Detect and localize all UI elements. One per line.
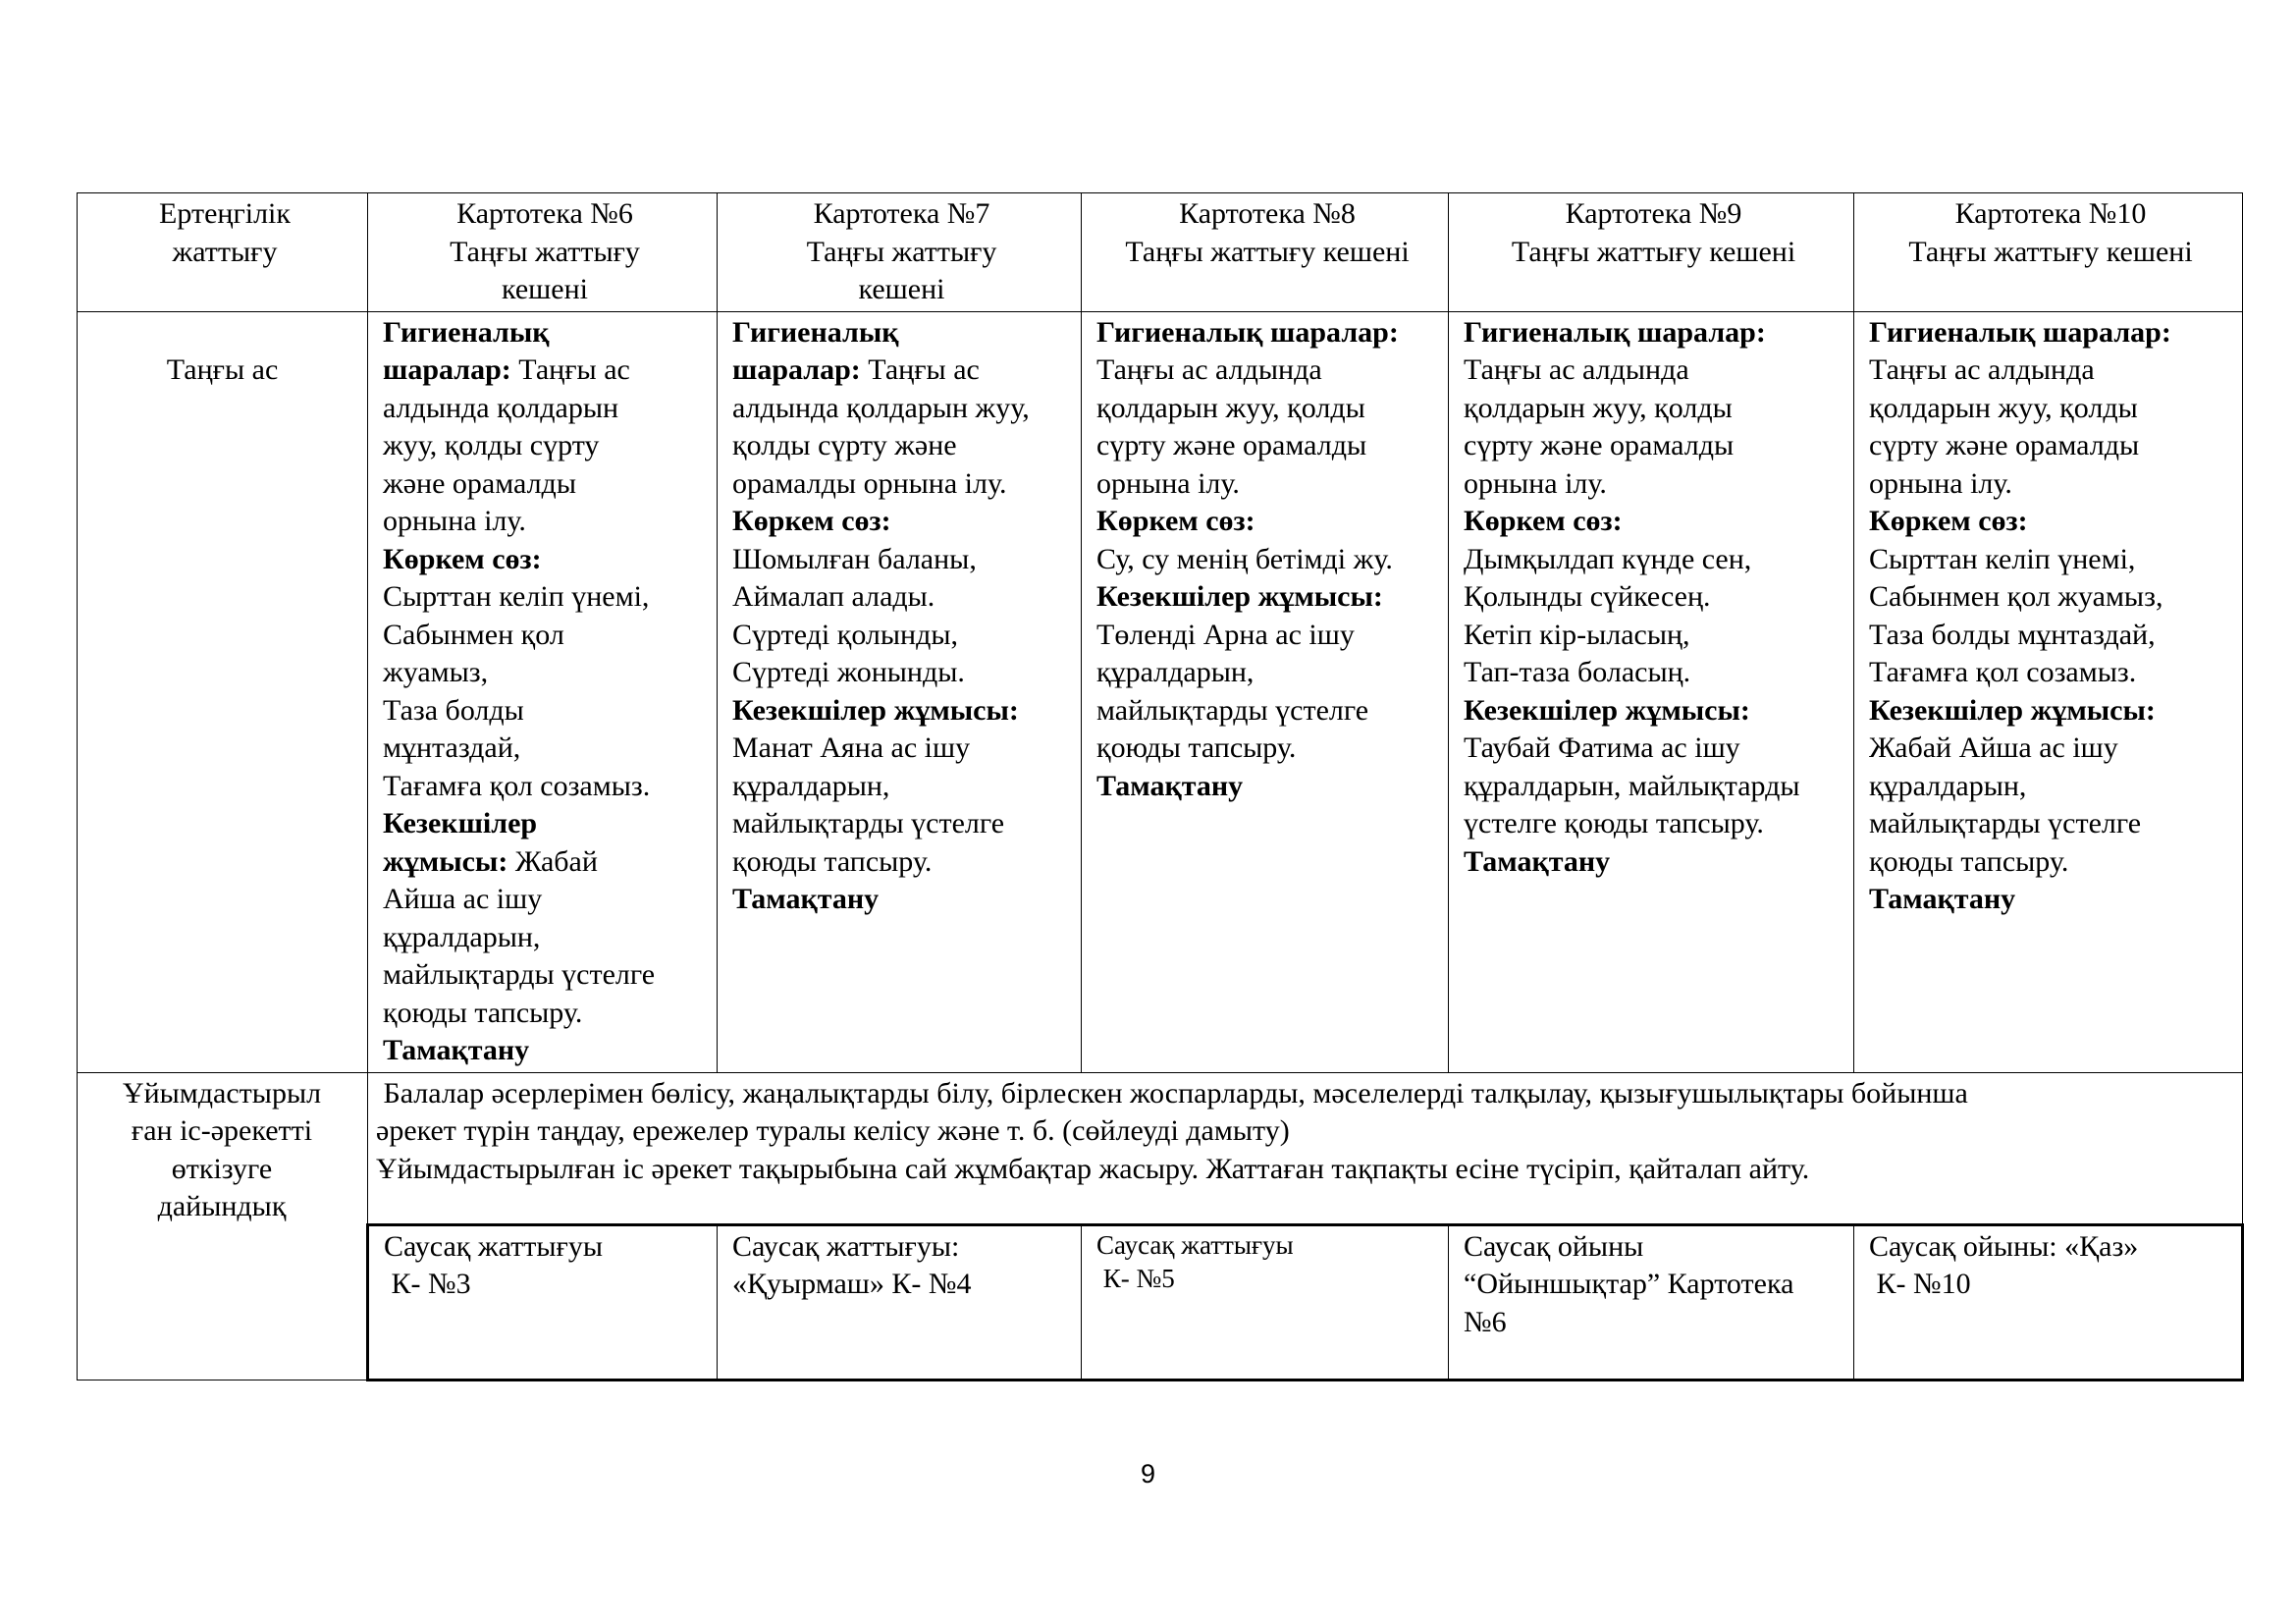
cell-line xyxy=(383,654,707,692)
cell-line xyxy=(732,465,1071,504)
cell-line xyxy=(383,541,707,579)
cell-line xyxy=(383,617,707,655)
finger-game-cell: Саусақ ойыны: «Қаз» К- №10 xyxy=(1854,1224,2243,1380)
bold-heading: Көркем сөз: xyxy=(383,542,542,575)
line-text: қоюды тапсыру. xyxy=(732,844,933,878)
line-text: Сүртеді қолынды, xyxy=(732,618,959,651)
daily-plan-table xyxy=(77,192,2244,1381)
cell-line xyxy=(1869,352,2232,390)
cell-line xyxy=(383,427,707,465)
cell-line xyxy=(732,352,1071,390)
bold-heading: Тамақтану xyxy=(1096,769,1244,802)
line-text: Тағамға қол созамыз. xyxy=(383,769,651,802)
line-text: Таубай Фатима ас ішу xyxy=(1464,731,1740,764)
line-text: жуу, қолды сүрту xyxy=(383,429,600,461)
cell-line xyxy=(1869,617,2232,655)
cell-line xyxy=(383,919,707,957)
line-text: Сырттан келіп үнемі, xyxy=(383,580,650,613)
line-text: Төленді Арна ас ішу xyxy=(1096,618,1355,651)
cell-line xyxy=(1096,503,1438,541)
cell-line xyxy=(732,654,1071,692)
cell-line xyxy=(383,956,707,995)
cell-line xyxy=(1869,843,2232,882)
cell-line xyxy=(1869,465,2232,504)
breakfast-label: Таңғы ас xyxy=(78,311,368,1072)
line-text: Жабай Айша ас ішу xyxy=(1869,731,2118,764)
line-text: Сабынмен қол xyxy=(383,618,564,651)
cell-line xyxy=(1464,692,1843,731)
bold-heading: Кезекшілер жұмысы: xyxy=(1464,693,1750,727)
cell-line xyxy=(1464,427,1843,465)
cell-line xyxy=(1869,503,2232,541)
cell-line xyxy=(1096,427,1438,465)
breakfast-cell xyxy=(718,311,1082,1072)
cell-line xyxy=(732,314,1071,352)
cell-line xyxy=(1464,578,1843,617)
cell-line xyxy=(383,578,707,617)
breakfast-cell xyxy=(1854,311,2243,1072)
header-morning-exercise: Ертеңгілік жаттығу xyxy=(78,193,368,312)
cell-line xyxy=(1096,654,1438,692)
cell-line xyxy=(732,692,1071,731)
line-text: Қолынды сүйкесең. xyxy=(1464,580,1711,613)
cell-line xyxy=(1869,692,2232,731)
cell-line xyxy=(1869,805,2232,843)
cell-line xyxy=(1464,730,1843,768)
cell-line xyxy=(1096,768,1438,806)
cell-line xyxy=(1096,730,1438,768)
line-text: мұнтаздай, xyxy=(383,731,521,764)
bold-heading: Тамақтану xyxy=(1869,883,2016,915)
cell-line xyxy=(383,1032,707,1070)
cell-line xyxy=(383,805,707,843)
bold-heading: Кезекшілер жұмысы: xyxy=(732,693,1019,727)
line-text: Айша ас ішу xyxy=(383,883,543,915)
line-text: Таңғы ас xyxy=(860,353,980,386)
line-text: Кетіп кір-ыласың, xyxy=(1464,618,1690,651)
line-text: Шомылған баланы, xyxy=(732,542,977,575)
cell-line xyxy=(1869,314,2232,352)
cell-line xyxy=(732,843,1071,882)
cell-line xyxy=(732,578,1071,617)
header-card-7: Картотека №7 Таңғы жаттығу кешені xyxy=(718,193,1082,312)
line-text: Таңғы ас xyxy=(510,353,630,386)
cell-line xyxy=(1096,390,1438,428)
line-text: майлықтарды үстелге xyxy=(732,807,1005,839)
line-text: қолдарын жуу, қолды xyxy=(1096,391,1365,424)
line-text: орнына ілу. xyxy=(383,505,526,537)
line-text: қоюды тапсыру. xyxy=(383,996,583,1029)
cell-line xyxy=(383,692,707,731)
cell-line xyxy=(1464,503,1843,541)
cell-line xyxy=(1096,541,1438,579)
cell-line xyxy=(383,352,707,390)
bold-heading: шаралар: xyxy=(383,353,511,386)
line-text: орамалды орнына ілу. xyxy=(732,466,1007,500)
line-text: Таңғы ас алдында xyxy=(1869,353,2095,386)
line-text: Тап-таза боласың. xyxy=(1464,656,1691,688)
line-text: жуамыз, xyxy=(383,656,489,688)
line-text: құралдарын, майлықтарды xyxy=(1464,769,1800,802)
line-text: Таңғы ас алдында xyxy=(1096,353,1322,386)
header-card-10: Картотека №10 Таңғы жаттығу кешені xyxy=(1854,193,2243,312)
cell-line xyxy=(1464,390,1843,428)
cell-line xyxy=(1464,465,1843,504)
bold-heading: Тамақтану xyxy=(383,1034,530,1066)
bold-heading: Тамақтану xyxy=(732,883,880,915)
cell-line xyxy=(732,617,1071,655)
cell-line xyxy=(732,768,1071,806)
breakfast-row xyxy=(78,311,2243,1072)
cell-line xyxy=(383,995,707,1033)
cell-line xyxy=(383,314,707,352)
bold-heading: Кезекшілер жұмысы: xyxy=(1096,580,1383,613)
finger-game-cell: Саусақ жаттығуы К- №3 xyxy=(368,1224,718,1380)
line-text: қолдарын жуу, қолды xyxy=(1869,391,2138,424)
line-text: орнына ілу. xyxy=(1464,466,1607,500)
line-text: Тағамға қол созамыз. xyxy=(1869,656,2137,688)
cell-line xyxy=(732,730,1071,768)
cell-line xyxy=(1096,352,1438,390)
bold-heading: Көркем сөз: xyxy=(1096,505,1255,537)
line-text: Таза болды xyxy=(383,693,524,727)
line-text: орнына ілу. xyxy=(1096,466,1240,500)
breakfast-cell xyxy=(368,311,718,1072)
header-card-8: Картотека №8 Таңғы жаттығу кешені xyxy=(1082,193,1449,312)
line-text: Дымқылдап күнде сен, xyxy=(1464,542,1752,575)
line-text: және орамалды xyxy=(383,466,576,500)
bold-heading: Кезекшілер xyxy=(383,807,538,839)
cell-line xyxy=(1869,578,2232,617)
cell-line xyxy=(383,465,707,504)
bold-heading: Гигиеналық шаралар: xyxy=(1096,315,1399,349)
line-text: алдында қолдарын жуу, xyxy=(732,391,1030,424)
cell-line xyxy=(383,730,707,768)
line-text: Манат Аяна ас ішу xyxy=(732,731,971,764)
cell-line xyxy=(732,390,1071,428)
cell-line xyxy=(1096,465,1438,504)
line-text: қоюды тапсыру. xyxy=(1096,731,1297,764)
cell-line xyxy=(383,881,707,919)
cell-line xyxy=(1464,768,1843,806)
cell-line xyxy=(732,881,1071,919)
cell-line xyxy=(1096,578,1438,617)
line-text: Таңғы ас алдында xyxy=(1464,353,1689,386)
bold-heading: Гигиеналық шаралар: xyxy=(1464,315,1766,349)
preparation-row xyxy=(78,1072,2243,1224)
bold-heading: Көркем сөз: xyxy=(1464,505,1623,537)
finger-games-row xyxy=(78,1224,2243,1380)
line-text: құралдарын, xyxy=(732,769,890,802)
bold-heading: Кезекшілер жұмысы: xyxy=(1869,693,2156,727)
line-text: қолды сүрту және xyxy=(732,429,957,461)
line-text: Таза болды мұнтаздай, xyxy=(1869,618,2156,651)
cell-line xyxy=(1869,427,2232,465)
line-text: қолдарын жуу, қолды xyxy=(1464,391,1733,424)
line-text: сүрту және орамалды xyxy=(1096,429,1367,461)
cell-line xyxy=(732,503,1071,541)
cell-line xyxy=(1869,881,2232,919)
line-text: Сабынмен қол жуамыз, xyxy=(1869,580,2163,613)
cell-line xyxy=(732,427,1071,465)
finger-game-cell: Саусақ жаттығуы К- №5 xyxy=(1082,1224,1449,1380)
finger-game-cell: Саусақ ойыны “Ойыншықтар” Картотека №6 xyxy=(1449,1224,1854,1380)
cell-line xyxy=(383,503,707,541)
cell-line xyxy=(383,390,707,428)
line-text: құралдарын, xyxy=(1869,769,2027,802)
preparation-label: Ұйымдастырыл ған іс-әрекетті өткізуге дайындық xyxy=(78,1072,368,1380)
bold-heading: шаралар: xyxy=(732,353,861,386)
cell-line xyxy=(1464,541,1843,579)
finger-game-cell: Саусақ жаттығуы: «Қуырмаш» К- №4 xyxy=(718,1224,1082,1380)
preparation-description: Балалар әсерлерімен бөлісу, жаңалықтарды білу, бірлескен жоспарларды, мәселелерді талқылау, қызығушылықтары бойынша әрекет түрін таңдау, ережелер туралы келісу және т. б. (сөйлеуді дамыту) Ұйымдастырылған іс әрекет тақырыбына сай жұмбақтар жасыру. Жаттаған тақпақты есіне түсіріп, қайталап айту. xyxy=(368,1072,2243,1224)
line-text: Су, су менің бетімді жу. xyxy=(1096,542,1393,575)
cell-line xyxy=(1464,843,1843,882)
bold-heading: Гигиеналық шаралар: xyxy=(1869,315,2171,349)
cell-line xyxy=(1096,692,1438,731)
cell-line xyxy=(383,843,707,882)
cell-line xyxy=(1096,617,1438,655)
bold-heading: Гигиеналық xyxy=(383,315,550,349)
bold-heading: Тамақтану xyxy=(1464,844,1611,878)
line-text: құралдарын, xyxy=(383,920,541,953)
line-text: қоюды тапсыру. xyxy=(1869,844,2069,878)
breakfast-cell xyxy=(1449,311,1854,1072)
cell-line xyxy=(1869,654,2232,692)
bold-heading: Көркем сөз: xyxy=(732,505,891,537)
line-text: Аймалап алады. xyxy=(732,580,935,613)
line-text: майлықтарды үстелге xyxy=(1869,807,2142,839)
breakfast-cell xyxy=(1082,311,1449,1072)
line-text: алдында қолдарын xyxy=(383,391,619,424)
cell-line xyxy=(1096,314,1438,352)
line-text: Сырттан келіп үнемі, xyxy=(1869,542,2136,575)
page-number: 9 xyxy=(1140,1459,1156,1489)
bold-heading: Көркем сөз: xyxy=(1869,505,2028,537)
cell-line xyxy=(1464,617,1843,655)
line-text: орнына ілу. xyxy=(1869,466,2012,500)
cell-line xyxy=(1464,352,1843,390)
cell-line xyxy=(1869,730,2232,768)
bold-heading: Гигиеналық xyxy=(732,315,899,349)
cell-line xyxy=(1464,654,1843,692)
line-text: майлықтарды үстелге xyxy=(383,958,656,991)
bold-heading: жұмысы: xyxy=(383,844,508,878)
line-text: үстелге қоюды тапсыру. xyxy=(1464,807,1764,839)
cell-line xyxy=(383,768,707,806)
header-card-9: Картотека №9 Таңғы жаттығу кешені xyxy=(1449,193,1854,312)
line-text: сүрту және орамалды xyxy=(1869,429,2140,461)
cell-line xyxy=(1869,541,2232,579)
cell-line xyxy=(1464,805,1843,843)
line-text: майлықтарды үстелге xyxy=(1096,693,1369,727)
header-row xyxy=(78,193,2243,312)
cell-line xyxy=(732,541,1071,579)
header-card-6: Картотека №6 Таңғы жаттығу кешені xyxy=(368,193,718,312)
line-text: құралдарын, xyxy=(1096,656,1255,688)
cell-line xyxy=(732,805,1071,843)
line-text: сүрту және орамалды xyxy=(1464,429,1735,461)
cell-line xyxy=(1869,768,2232,806)
line-text: Жабай xyxy=(507,844,598,878)
cell-line xyxy=(1869,390,2232,428)
line-text: Сүртеді жонынды. xyxy=(732,656,965,688)
cell-line xyxy=(1464,314,1843,352)
